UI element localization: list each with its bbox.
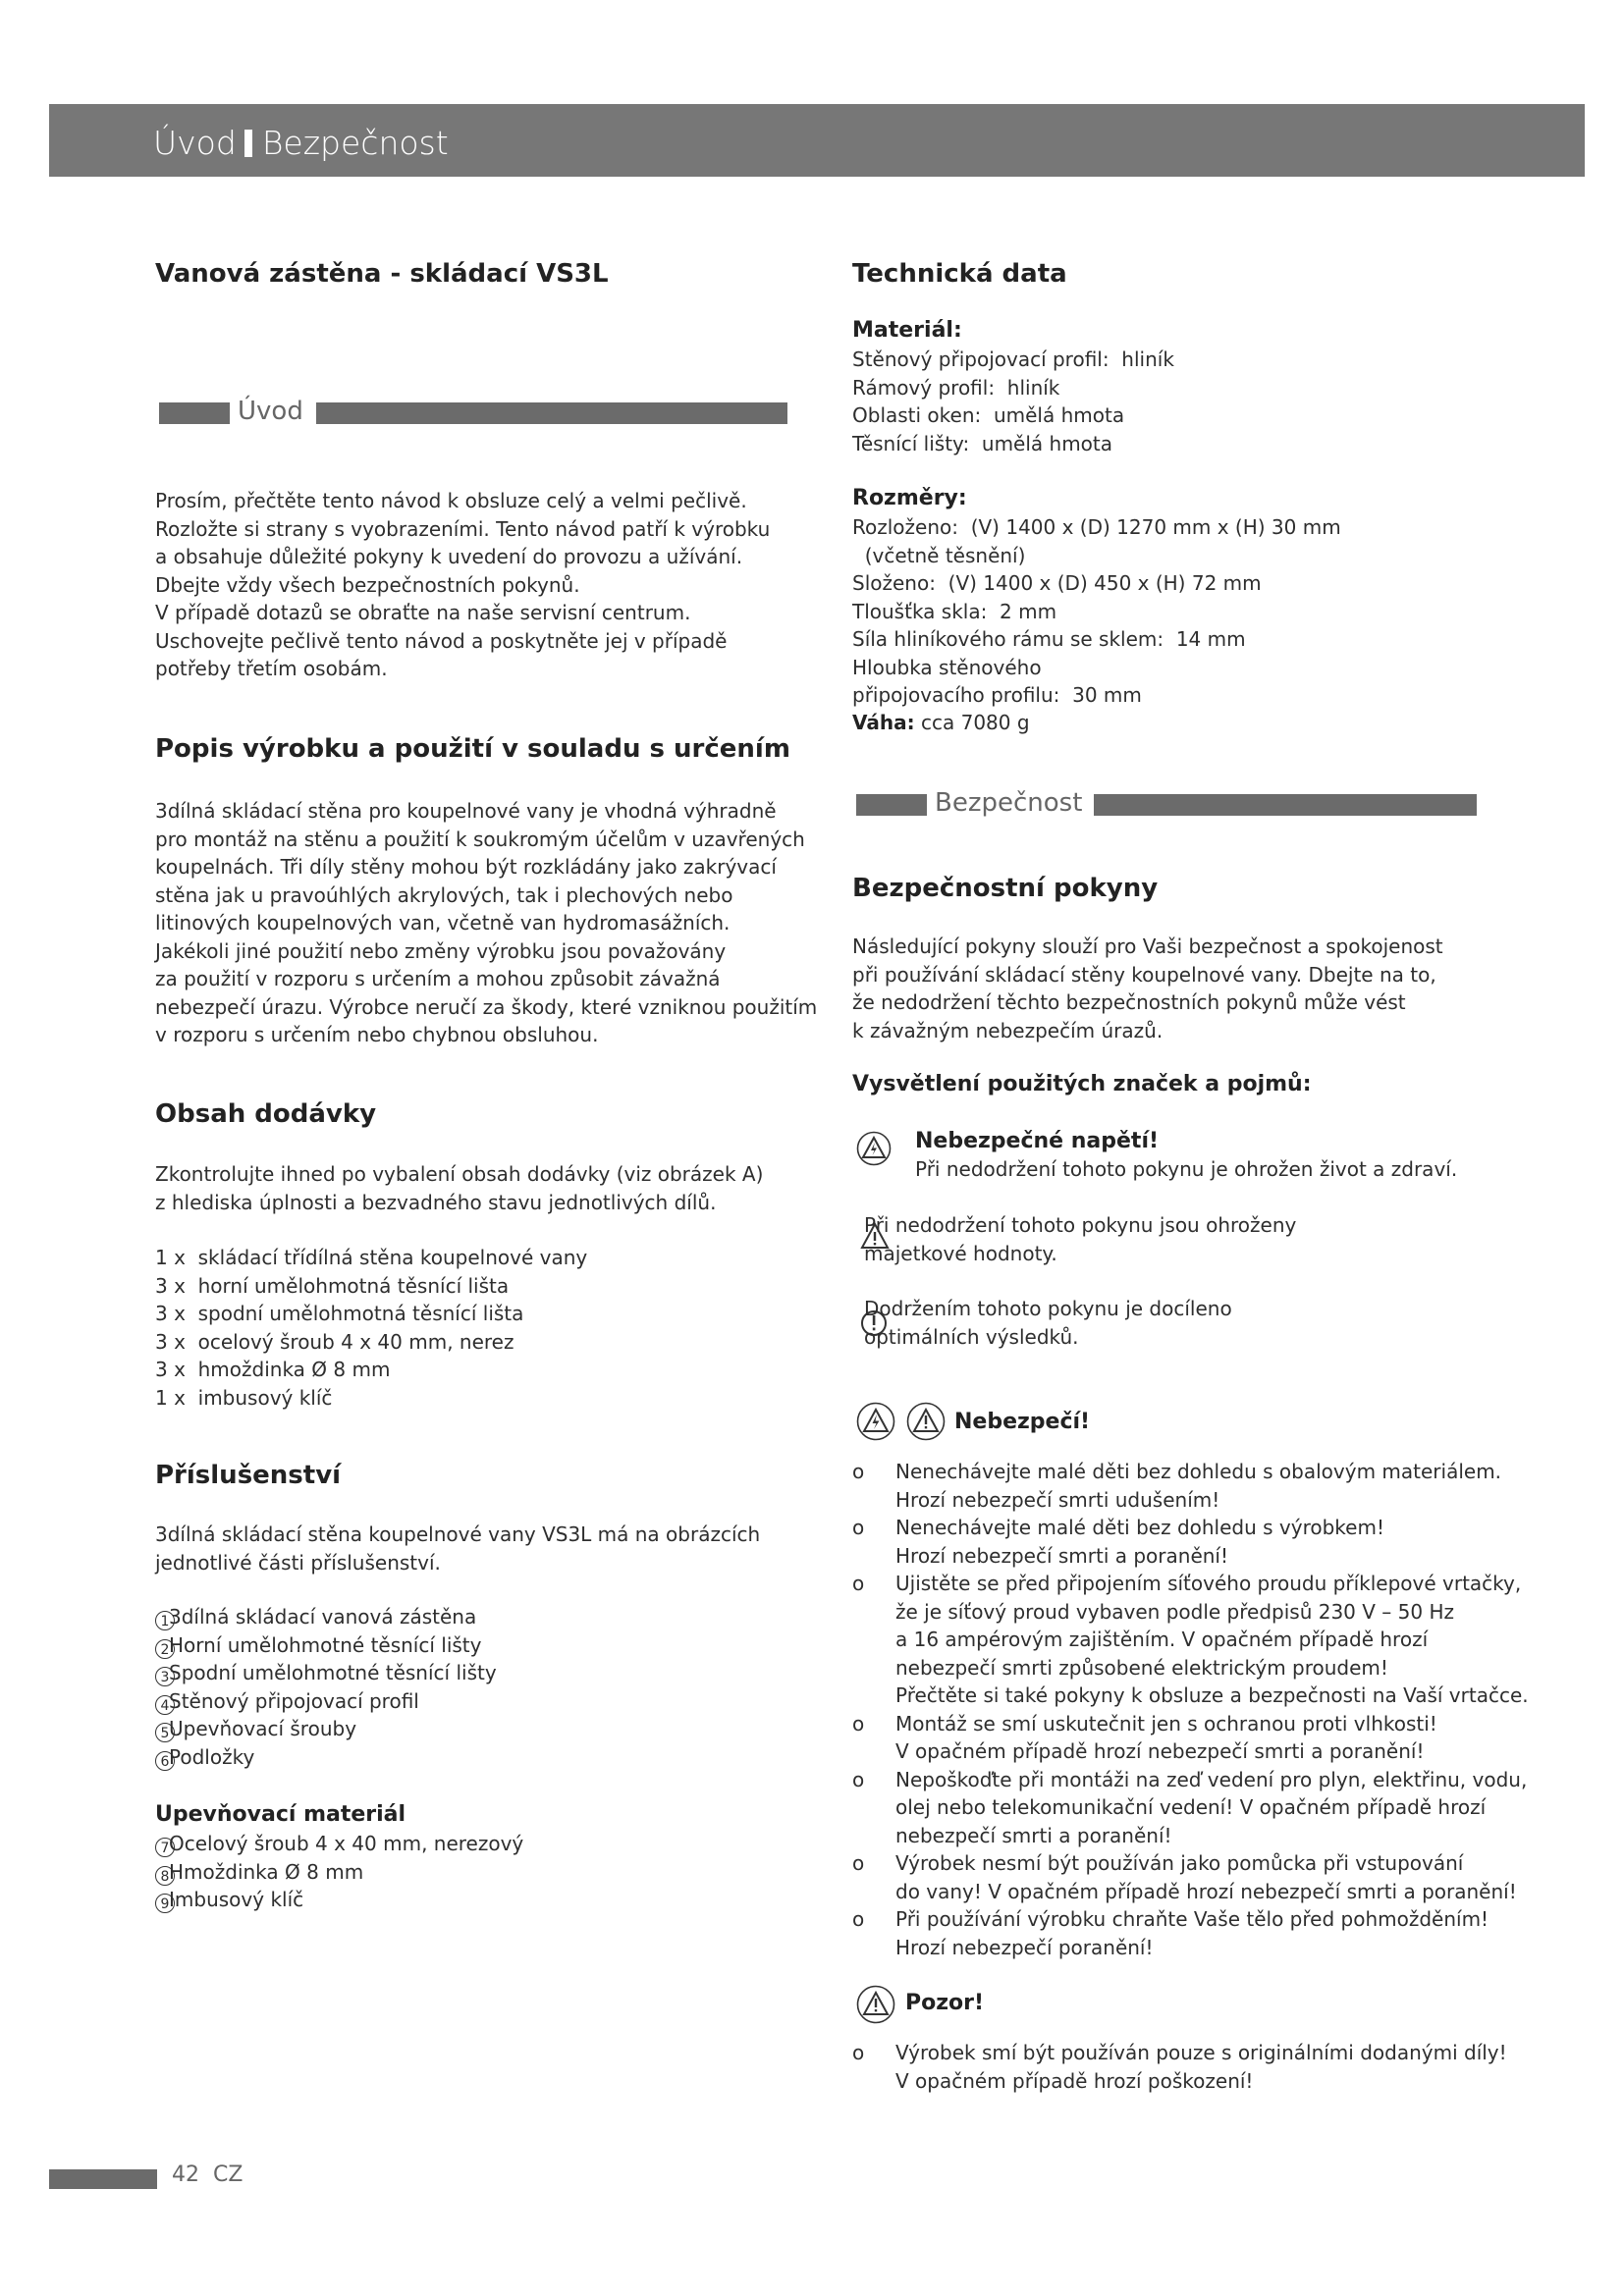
material-label: Materiál: bbox=[852, 318, 962, 343]
bullet-line: Hrozí nebezpečí smrti a poranění! bbox=[895, 1543, 1228, 1568]
accessories-text bbox=[155, 1521, 760, 1576]
bullet-line: do vany! V opačném případě hrozí nebezpečí smrti a poranění! bbox=[895, 1879, 1517, 1903]
bullet-item bbox=[852, 1514, 1540, 1570]
intro-line: Rozložte si strany s vyobrazeními. Tento návod patří k výrobku bbox=[155, 516, 771, 541]
weight-value: cca 7080 g bbox=[920, 711, 1030, 734]
numbered-item bbox=[155, 1715, 497, 1743]
property-line: Při nedodržení tohoto pokynu jsou ohroženy bbox=[864, 1213, 1297, 1237]
delivery-line: Zkontrolujte ihned po vybalení obsah dodávky (viz obrázek A) bbox=[155, 1162, 764, 1186]
optimal-line: optimálních výsledků. bbox=[864, 1324, 1079, 1349]
intro-line: Uschovejte pečlivě tento návod a poskytněte jej v případě bbox=[155, 628, 728, 653]
bullet-line: Hrozí nebezpečí poranění! bbox=[895, 1935, 1154, 1959]
bullet-line: olej nebo telekomunikační vedení! V opačném případě hrozí bbox=[895, 1795, 1487, 1819]
product-title: Vanová zástěna - skládací VS3L bbox=[155, 259, 609, 289]
intro-text bbox=[155, 487, 770, 683]
dimension-line: Rozloženo: (V) 1400 x (D) 1270 mm x (H) 30 mm bbox=[852, 515, 1341, 539]
bullet-line: Nepoškoďte při montáži na zeď vedení pro plyn, elektřinu, vodu, bbox=[895, 1767, 1528, 1791]
item-text: Stěnový připojovací profil bbox=[169, 1688, 419, 1713]
caution-title: Pozor! bbox=[905, 1991, 985, 2015]
use-text bbox=[155, 797, 817, 1049]
intro-line: Prosím, přečtěte tento návod k obsluze celý a velmi pečlivě. bbox=[155, 489, 747, 512]
bullet-line: Nenechávejte malé děti bez dohledu s výrobkem! bbox=[895, 1516, 1384, 1539]
item-number-badge: 2 bbox=[155, 1639, 175, 1659]
bullet-line: Montáž se smí uskutečnit jen s ochranou proti vlhkosti! bbox=[895, 1711, 1437, 1735]
danger-list bbox=[852, 1458, 1540, 1961]
delivery-list bbox=[155, 1244, 587, 1412]
dimension-line: Síla hliníkového rámu se sklem: 14 mm bbox=[852, 627, 1246, 651]
intro-line: V případě dotazů se obraťte na naše servisní centrum. bbox=[155, 601, 691, 624]
weight-row bbox=[852, 709, 1030, 737]
symbols-title: Vysvětlení použitých značek a pojmů: bbox=[852, 1072, 1312, 1096]
use-section-title: Popis výrobku a použití v souladu s určením bbox=[155, 734, 790, 764]
header-title-intro: Úvod bbox=[153, 124, 237, 162]
bullet-line: Nenechávejte malé děti bez dohledu s obalovým materiálem. bbox=[895, 1460, 1502, 1483]
item-number-badge: 4 bbox=[155, 1695, 175, 1715]
item-text: Spodní umělohmotné těsnící lišty bbox=[169, 1661, 497, 1684]
safety-line: že nedodržení těchto bezpečnostních pokynů může vést bbox=[852, 990, 1406, 1014]
delivery-item: 1 x imbusový klíč bbox=[155, 1385, 333, 1410]
tech-section-title: Technická data bbox=[852, 259, 1067, 289]
danger-icons bbox=[856, 1402, 946, 1441]
safety-band-label: Bezpečnost bbox=[935, 788, 1083, 818]
item-number-badge: 3 bbox=[155, 1667, 175, 1686]
material-line: Rámový profil: hliník bbox=[852, 375, 1060, 400]
footer-bar bbox=[49, 2169, 157, 2189]
item-number-badge: 5 bbox=[155, 1723, 175, 1742]
optimal-results-text bbox=[864, 1295, 1232, 1351]
bullet-line: V opačném případě hrozí nebezpečí smrti a poranění! bbox=[895, 1739, 1425, 1763]
item-text: Podložky bbox=[169, 1744, 255, 1769]
use-line: litinových koupelnových van, včetně van hydromasážních. bbox=[155, 911, 731, 934]
numbered-item bbox=[155, 1830, 523, 1858]
intro-band-label: Úvod bbox=[238, 397, 303, 426]
language-code: CZ bbox=[213, 2163, 244, 2187]
item-text: Ocelový šroub 4 x 40 mm, nerezový bbox=[169, 1832, 524, 1855]
weight-label: Váha: bbox=[852, 711, 915, 734]
property-line: majetkové hodnoty. bbox=[864, 1241, 1057, 1265]
item-text: Hmoždinka Ø 8 mm bbox=[169, 1859, 364, 1884]
use-line: pro montáž na stěnu a použití k soukromým účelům v uzavřených bbox=[155, 827, 805, 851]
bullet-marker: o bbox=[852, 1851, 865, 1875]
delivery-item: 1 x skládací třídílná stěna koupelnové vany bbox=[155, 1246, 588, 1269]
voltage-warning-icon bbox=[856, 1131, 892, 1166]
delivery-line: z hlediska úplnosti a bezvadného stavu jednotlivých dílů. bbox=[155, 1190, 717, 1214]
voltage-warning-title: Nebezpečné napětí! bbox=[915, 1129, 1160, 1153]
dimension-line: Složeno: (V) 1400 x (D) 450 x (H) 72 mm bbox=[852, 571, 1262, 595]
use-line: koupelnách. Tři díly stěny mohou být rozkládány jako zakrývací bbox=[155, 855, 777, 879]
safety-line: k závažným nebezpečím úrazů. bbox=[852, 1018, 1164, 1042]
page-number: 42 bbox=[172, 2163, 199, 2187]
footer-page bbox=[172, 2163, 243, 2187]
dimension-line: Tloušťka skla: 2 mm bbox=[852, 599, 1057, 623]
bullet-marker: o bbox=[852, 1516, 865, 1539]
delivery-item: 3 x ocelový šroub 4 x 40 mm, nerez bbox=[155, 1329, 514, 1354]
material-line: Těsnící lišty: umělá hmota bbox=[852, 431, 1113, 455]
item-number-badge: 7 bbox=[155, 1838, 175, 1857]
numbered-item bbox=[155, 1743, 497, 1772]
optimal-line: Dodržením tohoto pokynu je docíleno bbox=[864, 1297, 1232, 1320]
material-list bbox=[852, 346, 1174, 457]
header-title bbox=[153, 124, 449, 162]
bullet-line: že je síťový proud vybaven podle předpisů 230 V – 50 Hz bbox=[895, 1599, 1455, 1624]
accessories-list bbox=[155, 1603, 497, 1771]
safety-section-title: Bezpečnostní pokyny bbox=[852, 874, 1159, 903]
bullet-item bbox=[852, 1905, 1540, 1961]
voltage-warning-text: Při nedodržení tohoto pokynu je ohrožen život a zdraví. bbox=[915, 1157, 1458, 1181]
numbered-item bbox=[155, 1631, 497, 1660]
delivery-item: 3 x hmoždinka Ø 8 mm bbox=[155, 1358, 391, 1381]
delivery-item: 3 x horní umělohmotná těsnící lišta bbox=[155, 1273, 510, 1298]
item-text: Horní umělohmotné těsnící lišty bbox=[169, 1632, 482, 1657]
numbered-item bbox=[155, 1687, 497, 1716]
header-separator bbox=[244, 130, 252, 157]
bullet-marker: o bbox=[852, 1907, 865, 1931]
accessories-section-title: Příslušenství bbox=[155, 1461, 342, 1490]
material-line: Oblasti oken: umělá hmota bbox=[852, 403, 1125, 427]
bullet-line: Výrobek nesmí být používán jako pomůcka při vstupování bbox=[895, 1851, 1464, 1875]
item-number-badge: 6 bbox=[155, 1751, 175, 1771]
bullet-marker: o bbox=[852, 1767, 865, 1791]
danger-icon-1 bbox=[856, 1402, 895, 1441]
safety-line: Následující pokyny slouží pro Vaši bezpečnost a spokojenost bbox=[852, 934, 1443, 958]
use-line: za použití v rozporu s určením a mohou způsobit závažná bbox=[155, 967, 721, 990]
delivery-text bbox=[155, 1160, 763, 1216]
use-line: 3dílná skládací stěna pro koupelnové vany je vhodná výhradně bbox=[155, 799, 777, 823]
accessories-line: 3dílná skládací stěna koupelnové vany VS3L má na obrázcích bbox=[155, 1522, 761, 1546]
use-line: v rozporu s určením nebo chybnou obsluhou. bbox=[155, 1023, 599, 1046]
bullet-marker: o bbox=[852, 1572, 865, 1595]
safety-line: při používání skládací stěny koupelnové vany. Dbejte na to, bbox=[852, 962, 1436, 987]
item-number-badge: 1 bbox=[155, 1611, 175, 1630]
fixing-section-title: Upevňovací materiál bbox=[155, 1802, 406, 1827]
material-line: Stěnový připojovací profil: hliník bbox=[852, 347, 1174, 371]
dimensions-label: Rozměry: bbox=[852, 486, 967, 510]
bullet-item bbox=[852, 1766, 1540, 1850]
bullet-item bbox=[852, 1570, 1540, 1710]
delivery-section-title: Obsah dodávky bbox=[155, 1099, 377, 1129]
intro-line: Dbejte vždy všech bezpečnostních pokynů. bbox=[155, 572, 580, 597]
header-title-safety: Bezpečnost bbox=[261, 124, 449, 162]
accessories-line: jednotlivé části příslušenství. bbox=[155, 1550, 441, 1575]
bullet-line: nebezpečí smrti způsobené elektrickým proudem! bbox=[895, 1655, 1388, 1680]
page-header bbox=[49, 104, 1585, 177]
bullet-item bbox=[852, 1458, 1540, 1514]
bullet-line: nebezpečí smrti a poranění! bbox=[895, 1823, 1172, 1847]
bullet-marker: o bbox=[852, 1711, 865, 1735]
danger-title: Nebezpečí! bbox=[954, 1410, 1091, 1434]
item-number-badge: 9 bbox=[155, 1894, 175, 1913]
numbered-item bbox=[155, 1603, 497, 1631]
intro-band bbox=[159, 397, 787, 426]
bullet-line: Výrobek smí být používán pouze s originálními dodanými díly! bbox=[895, 2041, 1507, 2064]
use-line: Jakékoli jiné použití nebo změny výrobku jsou považovány bbox=[155, 938, 727, 963]
safety-band bbox=[856, 788, 1477, 818]
item-text: 3dílná skládací vanová zástěna bbox=[169, 1605, 477, 1629]
fixing-list bbox=[155, 1830, 523, 1914]
bullet-line: Hrozí nebezpečí smrti udušením! bbox=[895, 1487, 1220, 1512]
bullet-item bbox=[852, 1849, 1540, 1905]
numbered-item bbox=[155, 1659, 497, 1687]
numbered-item bbox=[155, 1858, 523, 1887]
danger-icon-2 bbox=[906, 1402, 946, 1441]
bullet-marker: o bbox=[852, 1460, 865, 1483]
bullet-line: Přečtěte si také pokyny k obsluze a bezpečnosti na Vaší vrtačce. bbox=[895, 1683, 1529, 1707]
item-text: Upevňovací šrouby bbox=[169, 1717, 357, 1740]
caution-icon bbox=[856, 1985, 895, 2024]
bullet-line: Ujistěte se před připojením síťového proudu příklepové vrtačky, bbox=[895, 1572, 1522, 1595]
property-warning-text bbox=[864, 1211, 1296, 1267]
caution-list bbox=[852, 2039, 1540, 2095]
bullet-line: Při používání výrobku chraňte Vaše tělo před pohmožděním! bbox=[895, 1907, 1489, 1931]
bullet-item bbox=[852, 2039, 1540, 2095]
bullet-item bbox=[852, 1710, 1540, 1766]
dimension-line: připojovacího profilu: 30 mm bbox=[852, 683, 1142, 707]
dimension-line: (včetně těsnění) bbox=[852, 543, 1026, 567]
delivery-item: 3 x spodní umělohmotná těsnící lišta bbox=[155, 1302, 524, 1325]
use-line: stěna jak u pravoúhlých akrylových, tak i plechových nebo bbox=[155, 882, 733, 907]
numbered-item bbox=[155, 1886, 523, 1914]
use-line: nebezpečí úrazu. Výrobce neručí za škody, které vzniknou použitím bbox=[155, 994, 818, 1019]
dimension-line: Hloubka stěnového bbox=[852, 655, 1042, 679]
safety-text bbox=[852, 933, 1443, 1044]
item-text: Imbusový klíč bbox=[169, 1888, 304, 1911]
intro-line: a obsahuje důležité pokyny k uvedení do provozu a užívání. bbox=[155, 545, 743, 568]
bullet-line: V opačném případě hrozí poškození! bbox=[895, 2068, 1254, 2093]
dimensions-list bbox=[852, 513, 1341, 710]
item-number-badge: 8 bbox=[155, 1866, 175, 1886]
intro-line: potřeby třetím osobám. bbox=[155, 657, 388, 680]
bullet-line: a 16 ampérovým zajištěním. V opačném případě hrozí bbox=[895, 1628, 1429, 1651]
bullet-marker: o bbox=[852, 2041, 865, 2064]
